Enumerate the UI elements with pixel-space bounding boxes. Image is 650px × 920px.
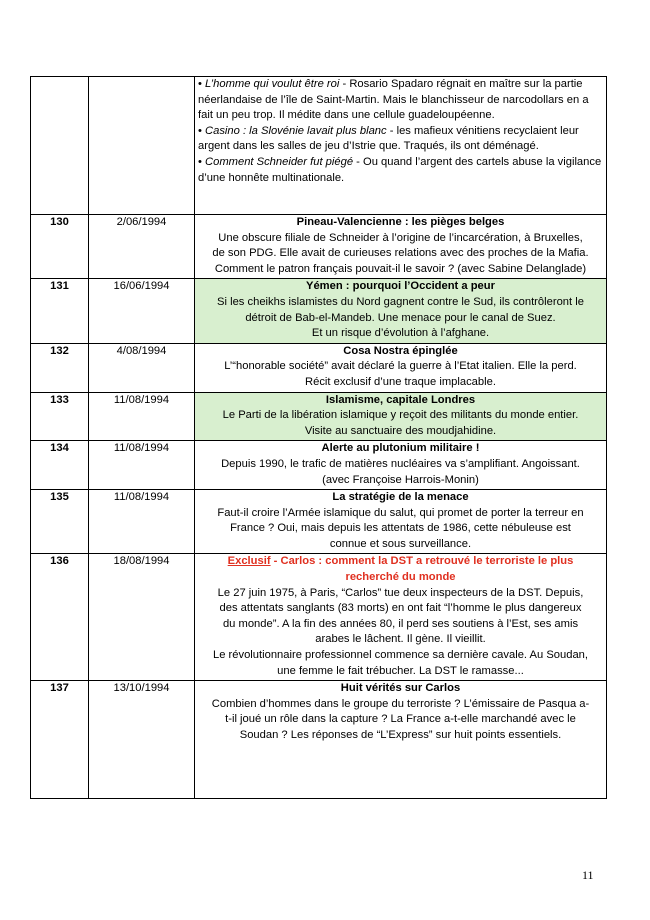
entry-title: Cosa Nostra épinglée [343, 344, 458, 357]
entry-date: 16/06/1994 [89, 279, 195, 343]
entry-number: 135 [31, 490, 89, 554]
bullet-title: L’homme qui voulut être roi [205, 78, 340, 90]
entry-line: des attentats sanglants (83 morts) en ont fait “l’homme le plus dangereux [219, 602, 582, 615]
entry-title: Alerte au plutonium militaire ! [321, 442, 480, 455]
entry-title: Yémen : pourquoi l’Occident a peur [306, 280, 495, 293]
entry-date: 4/08/1994 [89, 343, 195, 392]
entry-content [195, 681, 607, 799]
entry-title: Islamisme, capitale Londres [325, 393, 476, 406]
bullet-item: • Comment Schneider fut piégé - Ou quand l’argent des cartels abuse la vigilance d’une honnête multinationale. [198, 155, 602, 184]
entry-line: Combien d’hommes dans le groupe du terroriste ? L’émissaire de Pasqua a- [211, 697, 590, 710]
article-table [30, 76, 607, 799]
table-row [31, 343, 607, 392]
entry-number: 132 [31, 343, 89, 392]
entry-line: Le 27 juin 1975, à Paris, “Carlos” tue deux inspecteurs de la DST. Depuis, [217, 586, 584, 599]
entry-line: de son PDG. Elle avait de curieuses relations avec des proches de la Mafia. [212, 247, 589, 260]
entry-content [195, 215, 607, 279]
page-number: 11 [582, 868, 594, 882]
entry-line: Visite au sanctuaire des moudjahidine. [304, 424, 497, 437]
entry-title: La stratégie de la menace [332, 491, 469, 504]
table-row [31, 554, 607, 681]
entry-date: 11/08/1994 [89, 441, 195, 490]
entry-line: Le révolutionnaire professionnel commence sa dernière cavale. Au Soudan, [212, 649, 588, 662]
entry-line: Récit exclusif d’une traque implacable. [305, 375, 496, 388]
table-row [31, 279, 607, 343]
entry-line: Comment le patron français pouvait-il le savoir ? (avec Sabine Delanglade) [214, 262, 587, 275]
entry-date: 2/06/1994 [89, 215, 195, 279]
bullet-title: Casino : la Slovénie lavait plus blanc [205, 124, 387, 137]
bullet-text: les mafieux vénitiens recyclaient leur argent dans les salles de jeu d’Istrie que. Traqués, ils ont déménagé. [198, 124, 579, 153]
entry-number: 137 [31, 681, 89, 799]
entry-line: une femme le fait trébucher. La DST le ramasse... [277, 664, 524, 677]
table-row [31, 77, 607, 215]
entry-title-continued: recherché du monde [345, 571, 456, 584]
entry-title: Pineau-Valencienne : les pièges belges [296, 216, 505, 228]
entry-line: du monde”. A la fin des années 80, il perd ses soutiens à l’Est, ses amis [222, 617, 579, 630]
entry-date: 13/10/1994 [89, 681, 195, 799]
entry-title: Huit vérités sur Carlos [340, 682, 461, 695]
exclusive-tag: Exclusif [227, 555, 271, 568]
entry-content-highlighted [195, 279, 607, 343]
entry-line: t-il joué un rôle dans la capture ? La France a-t-elle marchandé avec le [225, 713, 576, 726]
table-row [31, 215, 607, 279]
bullet-title: Comment Schneider fut piégé [205, 155, 354, 168]
entry-date: 18/08/1994 [89, 554, 195, 681]
entry-date [89, 77, 195, 215]
bullet-item: • Casino : la Slovénie lavait plus blanc - les mafieux vénitiens recyclaient leur argent dans les salles de jeu d’Istrie que. Traqués, ils ont déménagé. [198, 124, 579, 153]
entry-line: arabes le lâchent. Il gène. Il vieillit. [315, 633, 486, 646]
entry-line: Si les cheikhs islamistes du Nord gagnent contre le Sud, ils contrôleront le [217, 295, 584, 308]
bullet-item: • L’homme qui voulut être roi - Rosario Spadaro régnait en maître sur la partie néerlandaise de l’île de Saint-Martin. Mais le blanchisseur de narcodollars en a fait un peu trop. Il médite dans une cellule guadeloupéenne. [198, 78, 589, 122]
entry-line: Depuis 1990, le trafic de matières nucléaires va s’amplifiant. Angoissant. [221, 457, 580, 470]
entry-date: 11/08/1994 [89, 392, 195, 441]
entry-line: Le Parti de la libération islamique y reçoit des militants du monde entier. [222, 409, 579, 422]
entry-number: 130 [31, 215, 89, 279]
entry-line: connue et sous surveillance. [329, 537, 472, 550]
entry-content [195, 554, 607, 681]
entry-number: 136 [31, 554, 89, 681]
entry-content [195, 490, 607, 554]
entry-number: 134 [31, 441, 89, 490]
entry-number: 133 [31, 392, 89, 441]
entry-content [195, 441, 607, 490]
table-row [31, 441, 607, 490]
entry-content-highlighted [195, 392, 607, 441]
bullet-text: Ou quand l’argent des cartels abuse la vigilance d’une honnête multinationale. [198, 155, 602, 184]
entry-date: 11/08/1994 [89, 490, 195, 554]
entry-content [195, 343, 607, 392]
entry-line: L’“honorable société” avait déclaré la guerre à l’Etat italien. Elle la perd. [224, 360, 577, 373]
entry-number: 131 [31, 279, 89, 343]
entry-line: Et un risque d’évolution à l’afghane. [311, 327, 490, 340]
entry-title: Exclusif - Carlos : comment la DST a retrouvé le terroriste le plus [227, 555, 574, 568]
entry-line: Faut-il croire l’Armée islamique du salut, qui promet de porter la terreur en [217, 506, 584, 519]
entry-line: France ? Oui, mais depuis les attentats de 1986, cette nébuleuse est [230, 522, 571, 535]
bullet-text: Rosario Spadaro régnait en maître sur la partie néerlandaise de l’île de Saint-Martin. Mais le blanchisseur de narcodollars en a fait un peu trop. Il médite dans une cellule guadeloupéenne. [198, 78, 589, 122]
entry-line: (avec Françoise Harrois-Monin) [322, 473, 479, 486]
table-row [31, 681, 607, 799]
entry-line: Soudan ? Les réponses de “L’Express” sur huit points essentiels. [239, 729, 562, 741]
entry-line: détroit de Bab-el-Mandeb. Une menace pour le canal de Suez. [245, 311, 556, 324]
table-row [31, 490, 607, 554]
entry-number [31, 77, 89, 215]
entry-line: Une obscure filiale de Schneider à l’origine de l’incarcération, à Bruxelles, [218, 231, 583, 244]
table-row [31, 392, 607, 441]
entry-content [195, 77, 607, 215]
